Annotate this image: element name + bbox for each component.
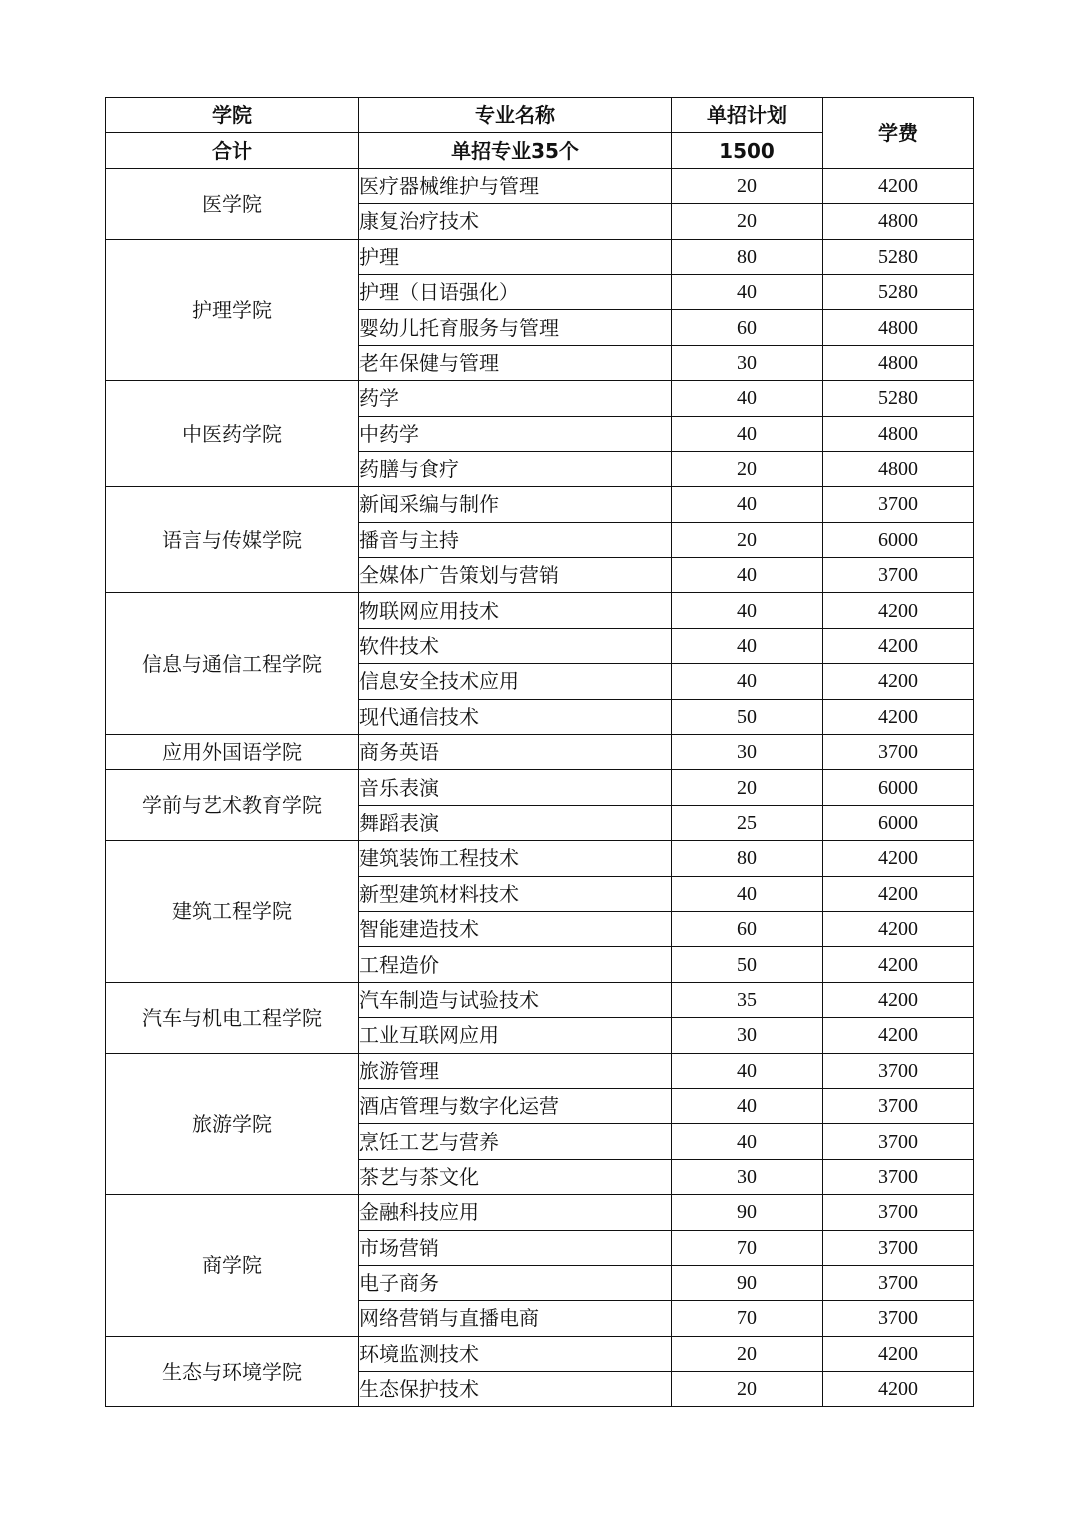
major-cell: 工程造价 (359, 947, 672, 982)
plan-cell: 30 (672, 735, 823, 770)
fee-cell: 4200 (823, 1336, 974, 1371)
plan-cell: 30 (672, 1018, 823, 1053)
plan-cell: 40 (672, 381, 823, 416)
fee-cell: 3700 (823, 1195, 974, 1230)
plan-cell: 60 (672, 310, 823, 345)
fee-cell: 4200 (823, 876, 974, 911)
table-row (106, 982, 974, 1017)
fee-cell: 4200 (823, 664, 974, 699)
fee-cell: 4200 (823, 593, 974, 628)
major-cell: 建筑装饰工程技术 (359, 841, 672, 876)
plan-cell: 90 (672, 1195, 823, 1230)
fee-cell: 4800 (823, 451, 974, 486)
plan-cell: 20 (672, 451, 823, 486)
major-cell: 舞蹈表演 (359, 805, 672, 840)
plan-cell: 40 (672, 1088, 823, 1123)
plan-cell: 40 (672, 558, 823, 593)
fee-cell: 6000 (823, 770, 974, 805)
major-cell: 护理（日语强化） (359, 274, 672, 309)
major-cell: 汽车制造与试验技术 (359, 982, 672, 1017)
plan-cell: 40 (672, 664, 823, 699)
plan-cell: 40 (672, 487, 823, 522)
total-label: 合计 (106, 133, 359, 168)
plan-cell: 40 (672, 593, 823, 628)
fee-cell: 3700 (823, 1230, 974, 1265)
total-plan: 1500 (672, 133, 823, 168)
fee-cell: 5280 (823, 239, 974, 274)
plan-cell: 25 (672, 805, 823, 840)
fee-cell: 3700 (823, 1159, 974, 1194)
major-cell: 药膳与食疗 (359, 451, 672, 486)
college-cell: 应用外国语学院 (106, 735, 359, 770)
plan-cell: 40 (672, 1053, 823, 1088)
major-cell: 信息安全技术应用 (359, 664, 672, 699)
college-cell: 旅游学院 (106, 1053, 359, 1195)
plan-cell: 40 (672, 876, 823, 911)
college-cell: 学前与艺术教育学院 (106, 770, 359, 841)
fee-cell: 4200 (823, 841, 974, 876)
plan-cell: 20 (672, 1372, 823, 1407)
plan-cell: 20 (672, 522, 823, 557)
plan-cell: 40 (672, 274, 823, 309)
college-cell: 建筑工程学院 (106, 841, 359, 983)
major-cell: 软件技术 (359, 628, 672, 663)
major-cell: 茶艺与茶文化 (359, 1159, 672, 1194)
major-cell: 物联网应用技术 (359, 593, 672, 628)
plan-cell: 90 (672, 1265, 823, 1300)
total-majors: 单招专业35个 (359, 133, 672, 168)
plan-cell: 50 (672, 947, 823, 982)
major-cell: 全媒体广告策划与营销 (359, 558, 672, 593)
fee-cell: 5280 (823, 274, 974, 309)
major-cell: 新型建筑材料技术 (359, 876, 672, 911)
header-fee: 学费 (823, 98, 974, 169)
college-cell: 商学院 (106, 1195, 359, 1337)
major-cell: 婴幼儿托育服务与管理 (359, 310, 672, 345)
plan-cell: 40 (672, 416, 823, 451)
plan-cell: 40 (672, 1124, 823, 1159)
fee-cell: 4200 (823, 1018, 974, 1053)
plan-cell: 60 (672, 911, 823, 946)
major-cell: 环境监测技术 (359, 1336, 672, 1371)
major-cell: 工业互联网应用 (359, 1018, 672, 1053)
fee-cell: 4200 (823, 982, 974, 1017)
college-cell: 生态与环境学院 (106, 1336, 359, 1407)
plan-cell: 35 (672, 982, 823, 1017)
major-cell: 中药学 (359, 416, 672, 451)
header-row (106, 98, 974, 133)
header-plan: 单招计划 (672, 98, 823, 133)
major-cell: 音乐表演 (359, 770, 672, 805)
major-cell: 新闻采编与制作 (359, 487, 672, 522)
fee-cell: 3700 (823, 1301, 974, 1336)
fee-cell: 4200 (823, 168, 974, 203)
table-row (106, 1336, 974, 1371)
fee-cell: 4200 (823, 1372, 974, 1407)
fee-cell: 4200 (823, 947, 974, 982)
plan-cell: 70 (672, 1230, 823, 1265)
major-cell: 电子商务 (359, 1265, 672, 1300)
plan-cell: 30 (672, 345, 823, 380)
major-cell: 商务英语 (359, 735, 672, 770)
table-row (106, 770, 974, 805)
fee-cell: 6000 (823, 522, 974, 557)
college-cell: 护理学院 (106, 239, 359, 381)
major-cell: 智能建造技术 (359, 911, 672, 946)
plan-cell: 40 (672, 628, 823, 663)
plan-cell: 70 (672, 1301, 823, 1336)
plan-cell: 30 (672, 1159, 823, 1194)
fee-cell: 4800 (823, 416, 974, 451)
major-cell: 网络营销与直播电商 (359, 1301, 672, 1336)
plan-cell: 20 (672, 168, 823, 203)
fee-cell: 3700 (823, 1053, 974, 1088)
fee-cell: 3700 (823, 558, 974, 593)
fee-cell: 4200 (823, 699, 974, 734)
fee-cell: 3700 (823, 735, 974, 770)
header-college: 学院 (106, 98, 359, 133)
fee-cell: 5280 (823, 381, 974, 416)
college-cell: 汽车与机电工程学院 (106, 982, 359, 1053)
fee-cell: 4200 (823, 911, 974, 946)
major-cell: 旅游管理 (359, 1053, 672, 1088)
plan-cell: 80 (672, 239, 823, 274)
major-cell: 老年保健与管理 (359, 345, 672, 380)
table-row (106, 1195, 974, 1230)
major-cell: 生态保护技术 (359, 1372, 672, 1407)
table-row (106, 487, 974, 522)
college-cell: 中医药学院 (106, 381, 359, 487)
major-cell: 播音与主持 (359, 522, 672, 557)
table-row (106, 1053, 974, 1088)
plan-cell: 20 (672, 204, 823, 239)
plan-cell: 50 (672, 699, 823, 734)
major-cell: 医疗器械维护与管理 (359, 168, 672, 203)
major-cell: 酒店管理与数字化运营 (359, 1088, 672, 1123)
plan-cell: 20 (672, 770, 823, 805)
header-major: 专业名称 (359, 98, 672, 133)
fee-cell: 4800 (823, 204, 974, 239)
major-cell: 烹饪工艺与营养 (359, 1124, 672, 1159)
fee-cell: 3700 (823, 487, 974, 522)
college-cell: 医学院 (106, 168, 359, 239)
fee-cell: 3700 (823, 1265, 974, 1300)
table-row (106, 239, 974, 274)
college-cell: 信息与通信工程学院 (106, 593, 359, 735)
college-cell: 语言与传媒学院 (106, 487, 359, 593)
plan-cell: 80 (672, 841, 823, 876)
major-cell: 护理 (359, 239, 672, 274)
major-cell: 药学 (359, 381, 672, 416)
table-row (106, 735, 974, 770)
fee-cell: 4800 (823, 345, 974, 380)
major-cell: 现代通信技术 (359, 699, 672, 734)
table-row (106, 841, 974, 876)
fee-cell: 3700 (823, 1088, 974, 1123)
major-cell: 康复治疗技术 (359, 204, 672, 239)
table-body (106, 168, 974, 1407)
table-row (106, 381, 974, 416)
major-cell: 金融科技应用 (359, 1195, 672, 1230)
fee-cell: 6000 (823, 805, 974, 840)
fee-cell: 4800 (823, 310, 974, 345)
fee-cell: 4200 (823, 628, 974, 663)
major-cell: 市场营销 (359, 1230, 672, 1265)
fee-cell: 3700 (823, 1124, 974, 1159)
plan-cell: 20 (672, 1336, 823, 1371)
table-row (106, 593, 974, 628)
enrollment-plan-table (105, 97, 974, 1407)
table-row (106, 168, 974, 203)
